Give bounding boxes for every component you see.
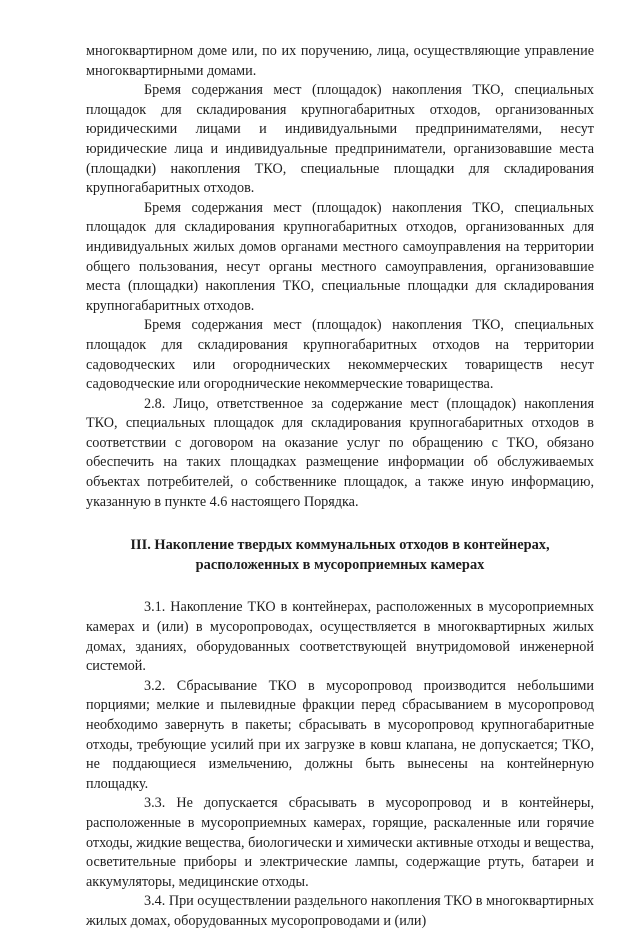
- paragraph-legal-entities: Бремя содержания мест (площадок) накопления ТКО, специальных площадок для складирования крупногабаритных отходов, организованных юридическими лицами и индивидуальными предпринимателями, несут юридические лица и индивидуальные предприниматели, организовавшие места (площадки) накопления ТКО, специальные площадки для складирования крупногабаритных отходов.: [86, 82, 594, 197]
- paragraph-gardening-associations: Бремя содержания мест (площадок) накопления ТКО, специальных площадок для складирования крупногабаритных отходов на территории садоводческих или огороднических некоммерческих товариществ несут садоводческие или огороднические некоммерческие товарищества.: [86, 317, 594, 393]
- paragraph-3-1: 3.1. Накопление ТКО в контейнерах, расположенных в мусороприемных камерах и (или) в мусоропроводах, осуществляется в многоквартирных жилых домах, зданиях, оборудованных соответствующей внутридомовой инженерной системой.: [86, 599, 594, 675]
- paragraph-local-government: Бремя содержания мест (площадок) накопления ТКО, специальных площадок для складирования крупногабаритных отходов, организованных для индивидуальных жилых домов органами местного самоуправления на территории общего пользования, несут органы местного самоуправления, организовавшие места (площадки) накопления ТКО, специальные площадки для складирования крупногабаритных отходов.: [86, 199, 594, 314]
- section-heading-line-2: расположенных в мусороприемных камерах: [195, 556, 485, 573]
- paragraph-3-2: 3.2. Сбрасывание ТКО в мусоропровод производится небольшими порциями; мелкие и пылевидные фракции перед сбрасыванием в мусоропровод необходимо завернуть в пакеты; сбрасывать в мусоропровод крупногабаритные отходы, требующие усилий при их загрузке в ковш клапана, не допускается; ТКО, не поддающиеся измельчению, должны быть вынесены на контейнерную площадку.: [86, 677, 594, 792]
- document-body: [86, 42, 594, 932]
- section-heading-line-1: III. Накопление твердых коммунальных отходов в контейнерах,: [130, 537, 550, 554]
- paragraph-3-3: 3.3. Не допускается сбрасывать в мусоропровод и в контейнеры, расположенные в мусороприемных камерах, горящие, раскаленные или горячие отходы, жидкие вещества, биологически и химически активные отходы и вещества, осветительные приборы и электрические лампы, содержащие ртуть, батареи и аккумуляторы, медицинские отходы.: [86, 795, 594, 890]
- paragraph-3-4: 3.4. При осуществлении раздельного накопления ТКО в многоквартирных жилых домах, оборудованных мусоропроводами и (или): [86, 893, 594, 929]
- section-heading: [86, 536, 594, 575]
- paragraph-continuation: многоквартирном доме или, по их поручению, лица, осуществляющие управление многоквартирными домами.: [86, 43, 594, 79]
- paragraph-2-8: 2.8. Лицо, ответственное за содержание мест (площадок) накопления ТКО, специальных площадок для складирования крупногабаритных отходов в соответствии с договором на оказание услуг по обращению с ТКО, обязано обеспечить на таких площадках размещение информации об обслуживаемых объектах потребителей, о собственнике площадок, а также иную информацию, указанную в пункте 4.6 настоящего Порядка.: [86, 395, 594, 510]
